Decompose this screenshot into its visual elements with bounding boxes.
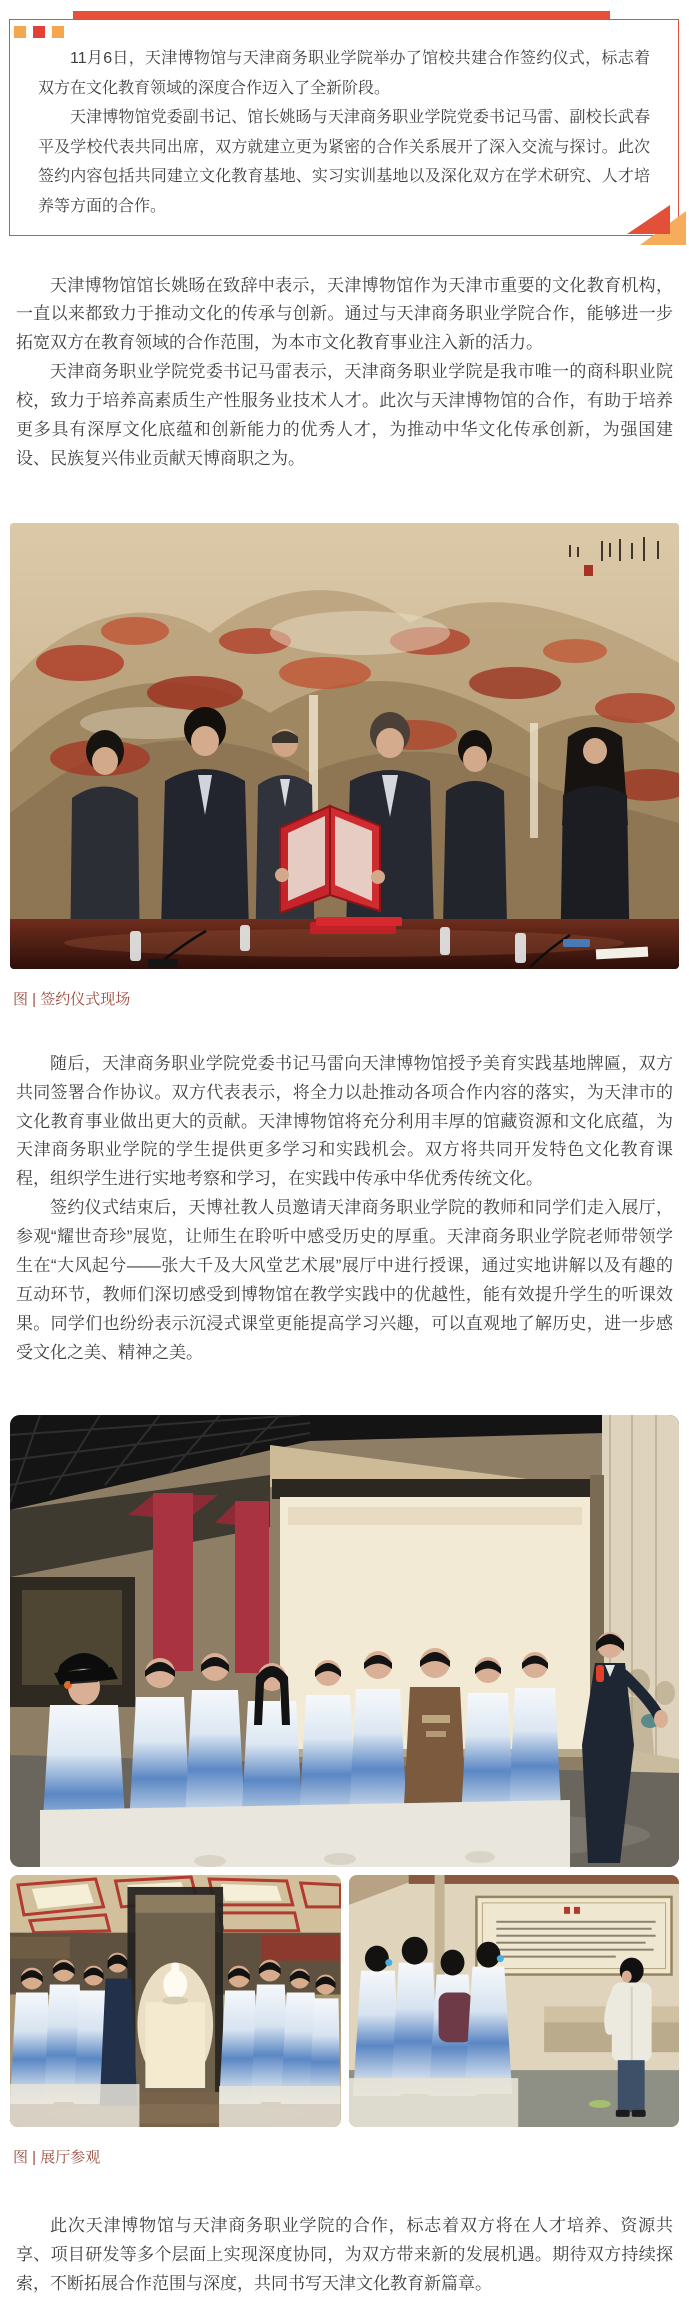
photo-pair-row: [10, 1875, 679, 2128]
paragraph-plaque-agreement: 随后，天津商务职业学院党委书记马雷向天津博物馆授予美育实践基地牌匾，双方共同签署合作协议。双方代表表示，将全力以赴推动各项合作内容的落实，为天津市的文化教育事业做出更大的贡献。天津博物馆将充分利用丰厚的馆藏资源和文化底蕴，为天津商务职业学院的学生提供更多学习和实践机会。双方将共同开发特色文化教育课程，组织学生进行实地考察和学习，在实践中传承中华优秀传统文化。: [16, 1053, 673, 1189]
paragraph-conclusion: 此次天津博物馆与天津商务职业学院的合作，标志着双方将在人才培养、资源共享、项目研发等多个层面上实现深度协同，为双方带来新的发展机遇。期待双方持续探索，不断拓展合作范围与深度，共同书写天津文化教育新篇章。: [16, 2216, 673, 2294]
square-icon: [14, 26, 26, 38]
figure-caption-tour: 图 | 展厅参观: [13, 2149, 101, 2167]
photo-signing-ceremony[interactable]: [10, 523, 679, 969]
paragraph-college-secretary-speech: 天津商务职业学院党委书记马雷表示，天津商务职业学院是我市唯一的商科职业院校，致力于培养高素质生产性服务业技术人才。此次与天津博物馆的合作，有助于培养更多具有深厚文化底蕴和创新能力的优秀人才，为推动中华文化传承创新，为强国建设、民族复兴伟业贡献天博商职之为。: [16, 362, 673, 468]
figure-exhibition-tour: [0, 1415, 689, 2169]
article-page: [0, 11, 689, 2299]
figure-signing-ceremony: [0, 523, 689, 1010]
intro-highlight-box: [9, 19, 679, 236]
intro-paragraph: 11月6日，天津博物馆与天津商务职业学院举办了馆校共建合作签约仪式，标志着双方在文化教育领域的深度合作迈入了全新阶段。: [38, 50, 650, 97]
top-red-bar: [73, 11, 610, 19]
figure-caption-signing: 图 | 签约仪式现场: [13, 990, 131, 1008]
intro-paragraph: 天津博物馆党委副书记、馆长姚旸与天津商务职业学院党委书记马雷、副校长武春平及学校代表共同出席，双方就建立更为紧密的合作关系展开了深入交流与探讨。此次签约内容包括共同建立文化教育基地、实习实训基地以及深化双方在学术研究、人才培养等方面的合作。: [38, 109, 650, 215]
paragraph-museum-director-speech: 天津博物馆馆长姚旸在致辞中表示，天津博物馆作为天津市重要的文化教育机构，一直以来都致力于推动文化的传承与创新。通过与天津商务职业学院合作，能够进一步拓宽双方在教育领域的合作范围，为本市文化教育事业注入新的活力。: [16, 275, 673, 353]
photo-preface-wall-visit[interactable]: [349, 1875, 680, 2128]
photo-gallery-tour[interactable]: [10, 1415, 679, 1867]
square-icon: [52, 26, 64, 38]
square-icon: [33, 26, 45, 38]
photo-display-case-visit[interactable]: [10, 1875, 341, 2128]
decor-squares-icon: [14, 26, 650, 38]
paragraph-exhibition-teaching: 签约仪式结束后，天博社教人员邀请天津商务职业学院的教师和同学们走入展厅，参观“耀世奇珍”展览，让师生在聆听中感受历史的厚重。天津商务职业学院老师带领学生在“大风起兮——张大千及大风堂艺术展”展厅中进行授课，通过实地讲解以及有趣的互动环节，教师们深切感受到博物馆在教学实践中的优越性，能有效提升学生的听课效果。同学们也纷纷表示沉浸式课堂更能提高学习兴趣，可以直观地了解历史，进一步感受文化之美、精神之美。: [16, 1198, 673, 1362]
